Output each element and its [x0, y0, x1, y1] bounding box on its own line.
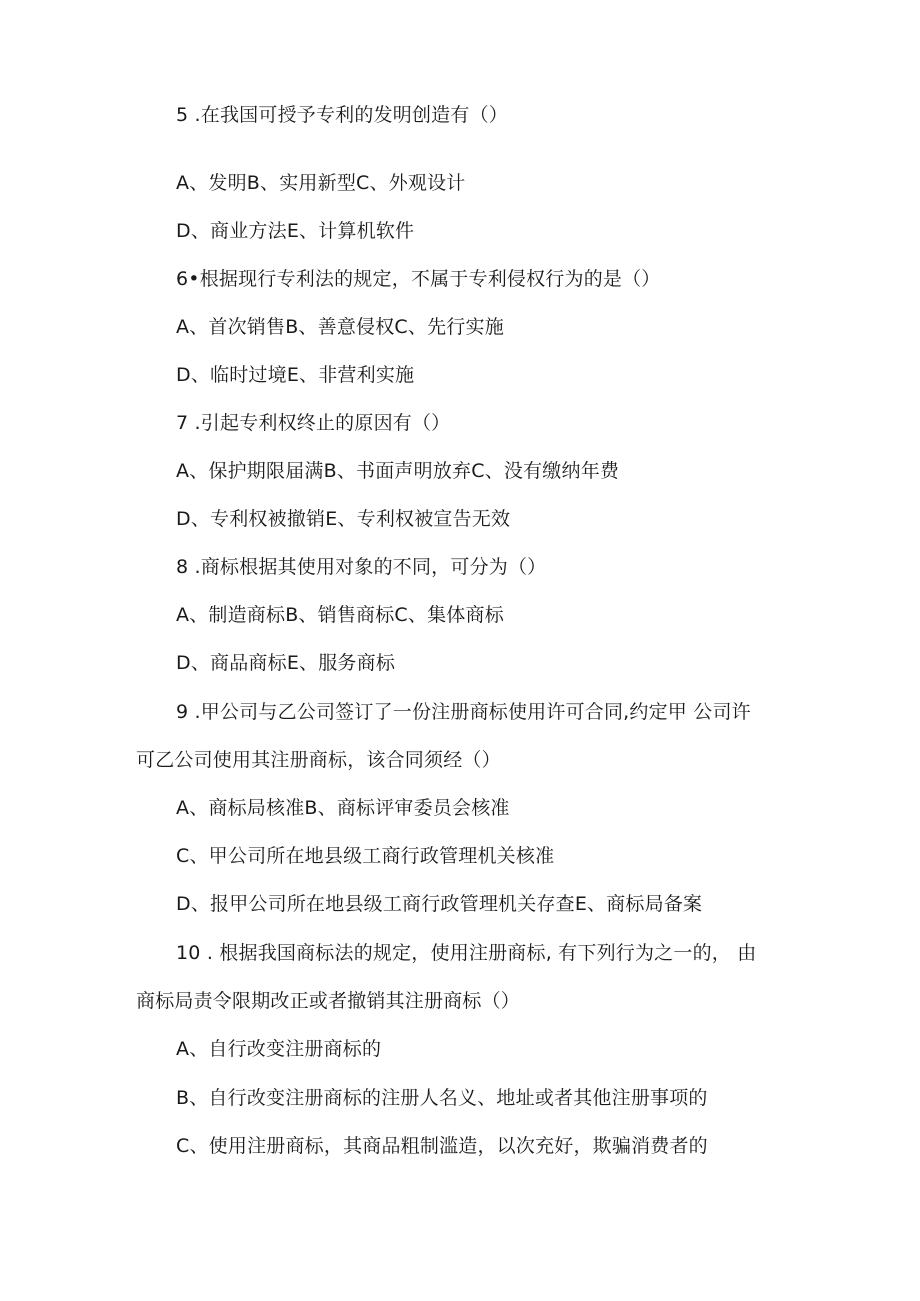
- question-6-options-a-c: A、首次销售B、善意侵权C、先行实施: [176, 316, 504, 338]
- question-8: 8 .商标根据其使用对象的不同，可分为（）: [176, 556, 547, 578]
- question-7: 7 .引起专利权终止的原因有（）: [176, 412, 451, 434]
- question-9-options-a-b: A、商标局核准B、商标评审委员会核准: [176, 797, 510, 819]
- question-10-option-c: C、使用注册商标，其商品粗制滥造，以次充好，欺骗消费者的: [176, 1135, 708, 1157]
- question-9-option-c: C、甲公司所在地县级工商行政管理机关核准: [176, 845, 555, 867]
- question-7-options-a-c: A、保护期限届满B、书面声明放弃C、没有缴纳年费: [176, 460, 620, 482]
- question-5-options-d-e: D、商业方法E、计算机软件: [176, 220, 415, 242]
- question-8-options-d-e: D、商品商标E、服务商标: [176, 652, 396, 674]
- question-5: 5 .在我国可授予专利的发明创造有（）: [176, 104, 508, 126]
- question-6-options-d-e: D、临时过境E、非营利实施: [176, 364, 415, 386]
- question-10-line-1: 10 . 根据我国商标法的规定，使用注册商标, 有下列行为之一的， 由: [176, 942, 757, 964]
- question-8-options-a-c: A、制造商标B、销售商标C、集体商标: [176, 604, 504, 626]
- question-9-line-2: 可乙公司使用其注册商标，该合同须经（）: [136, 749, 501, 771]
- question-5-options-a-c: A、发明B、实用新型C、外观设计: [176, 172, 466, 194]
- question-10-line-2: 商标局责令限期改正或者撤销其注册商标（）: [136, 990, 521, 1012]
- question-9-line-1: 9 .甲公司与乙公司签订了一份注册商标使用许可合同,约定甲 公司许: [176, 701, 751, 723]
- question-9-options-d-e: D、报甲公司所在地县级工商行政管理机关存查E、商标局备案: [176, 893, 703, 915]
- question-10-option-b: B、自行改变注册商标的注册人名义、地址或者其他注册事项的: [176, 1087, 708, 1109]
- question-6: 6•根据现行专利法的规定，不属于专利侵权行为的是（）: [176, 268, 661, 290]
- question-10-option-a: A、自行改变注册商标的: [176, 1038, 382, 1060]
- question-7-options-d-e: D、专利权被撤销E、专利权被宣告无效: [176, 508, 511, 530]
